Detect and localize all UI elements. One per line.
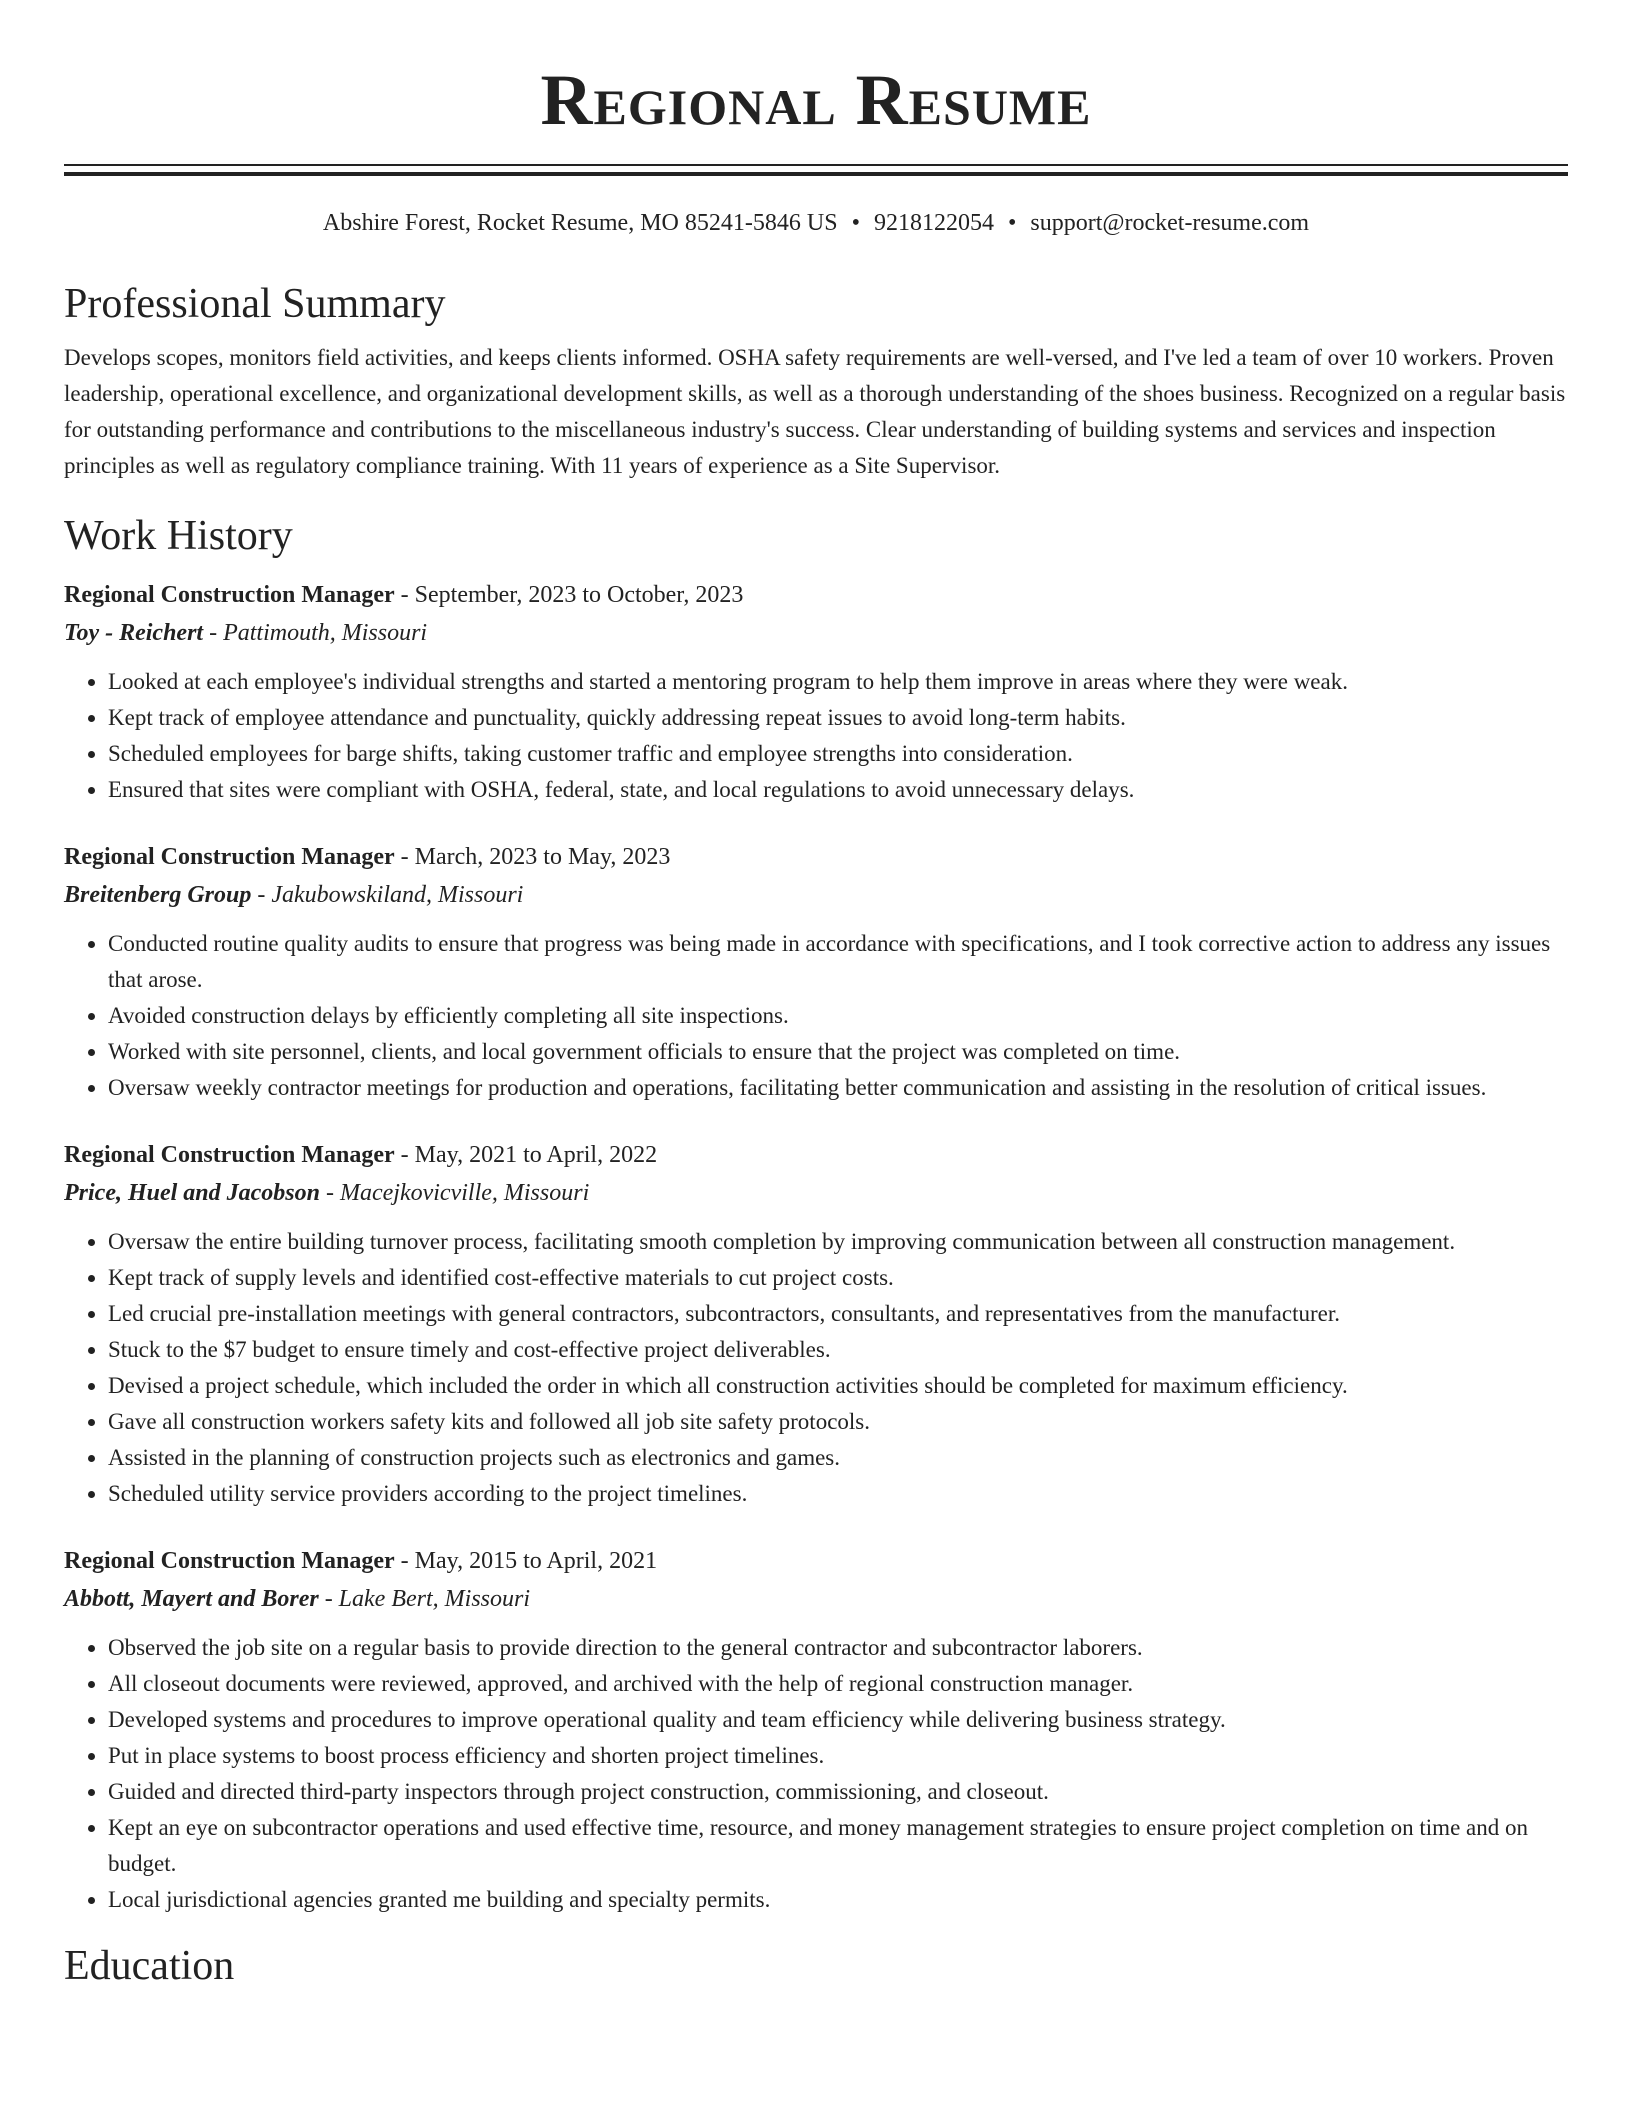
job-duty-item: • Oversaw weekly contractor meetings for production and operations, facilitating better communication and assisting in the resolution of critical issues. [108, 1070, 1568, 1106]
job-dates: - March, 2023 to May, 2023 [394, 844, 671, 870]
title-divider-thin [64, 164, 1568, 166]
job-duty-item: • Gave all construction workers safety kits and followed all job site safety protocols. [108, 1404, 1568, 1440]
education-heading: Education [64, 1943, 235, 1989]
job-duty-item: • Kept track of supply levels and identified cost-effective materials to cut project costs. [108, 1260, 1568, 1296]
job-duties-list [64, 926, 1568, 1106]
contact-line [64, 208, 1568, 238]
contact-address: Abshire Forest, Rocket Resume, MO 85241-5846 US [322, 210, 838, 236]
job-duty-item: • Stuck to the $7 budget to ensure timely and cost-effective project deliverables. [108, 1332, 1568, 1368]
work-history-list [64, 576, 1568, 1918]
company-name: Toy - Reichert [64, 620, 204, 646]
job-duty-item: • Developed systems and procedures to improve operational quality and team efficiency while delivering business strategy. [108, 1702, 1568, 1738]
contact-phone: 9218122054 [873, 210, 994, 236]
job-duty-item: • Ensured that sites were compliant with OSHA, federal, state, and local regulations to avoid unnecessary delays. [108, 772, 1568, 808]
company-line [64, 614, 1568, 652]
contact-email: support@rocket-resume.com [1030, 210, 1310, 236]
job-duty-item: • Conducted routine quality audits to ensure that progress was being made in accordance with specifications, and I took corrective action to address any issues that arose. [108, 926, 1568, 998]
job-duty-item: • Oversaw the entire building turnover process, facilitating smooth completion by improving communication between all construction management. [108, 1224, 1568, 1260]
resume-page [64, 0, 1568, 1992]
company-name: Breitenberg Group [64, 882, 252, 908]
job-title-line [64, 1542, 1568, 1580]
company-location: - Lake Bert, Missouri [318, 1586, 530, 1612]
job-dates: - September, 2023 to October, 2023 [394, 582, 744, 608]
job-duties-list [64, 1630, 1568, 1918]
job-duty-item: • Scheduled employees for barge shifts, taking customer traffic and employee strengths into consideration. [108, 736, 1568, 772]
job-duty-item: • Avoided construction delays by efficiently completing all site inspections. [108, 998, 1568, 1034]
job-duty-item: • Led crucial pre-installation meetings with general contractors, subcontractors, consultants, and representatives from the manufacturer. [108, 1296, 1568, 1332]
job-duty-item: • Worked with site personnel, clients, and local government officials to ensure that the project was completed on time. [108, 1034, 1568, 1070]
job-title: Regional Construction Manager [64, 844, 395, 870]
job-duty-item: • Devised a project schedule, which included the order in which all construction activities should be completed for maximum efficiency. [108, 1368, 1568, 1404]
company-location: - Macejkovicville, Missouri [320, 1180, 590, 1206]
job-duty-item: • Observed the job site on a regular basis to provide direction to the general contractor and subcontractor laborers. [108, 1630, 1568, 1666]
job-title: Regional Construction Manager [64, 1142, 395, 1168]
job-duty-item: • Kept track of employee attendance and punctuality, quickly addressing repeat issues to avoid long-term habits. [108, 700, 1568, 736]
job-duties-list [64, 1224, 1568, 1512]
job-duty-item: • Scheduled utility service providers according to the project timelines. [108, 1476, 1568, 1512]
job-duty-item: • Guided and directed third-party inspectors through project construction, commissioning, and closeout. [108, 1774, 1568, 1810]
job-entry [64, 576, 1568, 808]
company-location: - Pattimouth, Missouri [203, 620, 428, 646]
job-title-line [64, 838, 1568, 876]
job-duty-item: • All closeout documents were reviewed, approved, and archived with the help of regional construction manager. [108, 1666, 1568, 1702]
job-title: Regional Construction Manager [64, 1548, 395, 1574]
job-entry [64, 1136, 1568, 1512]
job-dates: - May, 2015 to April, 2021 [394, 1548, 658, 1574]
company-name: Price, Huel and Jacobson [64, 1180, 320, 1206]
job-dates: - May, 2021 to April, 2022 [394, 1142, 658, 1168]
summary-heading: Professional Summary [64, 281, 446, 327]
job-duty-item: • Put in place systems to boost process efficiency and shorten project timelines. [108, 1738, 1568, 1774]
job-duty-item: • Local jurisdictional agencies granted me building and specialty permits. [108, 1882, 1568, 1918]
resume-title: Regional Resume [540, 60, 1092, 140]
company-line [64, 1174, 1568, 1212]
company-line [64, 1580, 1568, 1618]
title-divider-thick [64, 172, 1568, 176]
job-duty-item: • Assisted in the planning of construction projects such as electronics and games. [108, 1440, 1568, 1476]
contact-separator: • [851, 210, 860, 236]
job-title-line [64, 576, 1568, 614]
company-location: - Jakubowskiland, Missouri [251, 882, 524, 908]
job-duty-item: • Kept an eye on subcontractor operations and used effective time, resource, and money management strategies to ensure project completion on time and on budget. [108, 1810, 1568, 1882]
job-title-line [64, 1136, 1568, 1174]
job-entry [64, 1542, 1568, 1918]
job-duty-item: • Looked at each employee's individual strengths and started a mentoring program to help them improve in areas where they were weak. [108, 664, 1568, 700]
job-duties-list [64, 664, 1568, 808]
summary-text: Develops scopes, monitors field activities, and keeps clients informed. OSHA safety requirements are well-versed, and I've led a team of over 10 workers. Proven leadership, operational excellence, and organizational development skills, as well as a thorough understanding of the shoes business. Recognized on a regular basis for outstanding performance and contributions to the miscellaneous industry's success. Clear understanding of building systems and services and inspection principles as well as regulatory compliance training. With 11 years of experience as a Site Supervisor. [64, 345, 1566, 478]
work-history-heading: Work History [64, 513, 293, 559]
company-line [64, 876, 1568, 914]
contact-separator: • [1007, 210, 1017, 236]
company-name: Abbott, Mayert and Borer [64, 1586, 319, 1612]
job-title: Regional Construction Manager [64, 582, 395, 608]
job-entry [64, 838, 1568, 1106]
